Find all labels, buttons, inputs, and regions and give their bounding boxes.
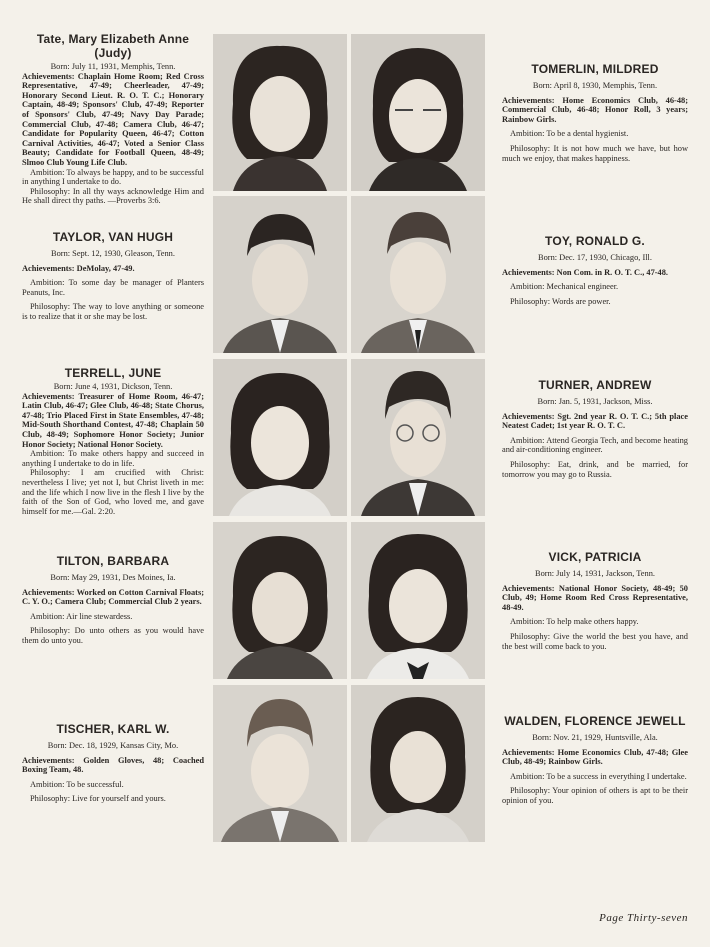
student-achievements: Achievements: Chaplain Home Room; Red Cross Representative, 47-49; Cheerleader, 47-49; Honorary Second Lieut. R. O. T. C.; Honorary Captain, 48-49; Sponsors' Club, 47-49; Reporter of Sponsors' Club, 47-49; Navy Day Parade; Commercial Club, 47-48; Camera Club, 46-47; Candidate for Popularity Queen, 46-47; Cotton Carnival Activities, 46-47; Voted a Senior Class Beauty; Candidate for Football Queen, 48-49; Slmoo Club Young Life Club. (22, 71, 204, 167)
student-photo (213, 196, 347, 353)
student-entry-tischer (22, 722, 204, 809)
student-photo (351, 34, 485, 191)
student-ambition: Ambition: To be successful. (30, 779, 124, 789)
student-entry-terrell (22, 366, 204, 516)
student-philosophy: Philosophy: The way to love anything or someone is to realize that it or she may be lost. (22, 302, 204, 321)
student-entry-turner (502, 378, 688, 484)
student-name: TAYLOR, VAN HUGH (52, 230, 174, 244)
student-name: TOY, RONALD G. (545, 234, 645, 248)
student-achievements: Achievements: Worked on Cotton Carnival Floats; C. Y. O.; Camera Club; Commercial Club 2 years. (22, 587, 204, 607)
student-born: Born: Nov. 21, 1929, Huntsville, Ala. (532, 733, 658, 742)
student-born: Born: June 4, 1931, Dickson, Tenn. (53, 382, 173, 391)
student-ambition: Ambition: To help make others happy. (510, 617, 639, 627)
student-photo (351, 522, 485, 679)
student-ambition: Ambition: Attend Georgia Tech, and become heating and air-conditioning engineer. (502, 435, 688, 455)
student-achievements: Achievements: National Honor Society, 48-49; 50 Club, 49; Home Room Red Cross Representative, 48-49. (502, 583, 688, 612)
student-ambition: Ambition: To be a dental hygienist. (510, 129, 629, 139)
student-philosophy: Philosophy: It is not how much we have, but how much we enjoy, that makes happiness. (502, 143, 688, 163)
student-photo (351, 685, 485, 842)
student-ambition: Ambition: To some day be manager of Planters Peanuts, Inc. (22, 278, 204, 297)
student-philosophy: Philosophy: Eat, drink, and be married, for tomorrow you may go to Russia. (502, 459, 688, 479)
student-achievements: Achievements: Golden Gloves, 48; Coached Boxing Team, 48. (22, 755, 204, 775)
student-name: VICK, PATRICIA (548, 550, 642, 564)
student-photo (213, 522, 347, 679)
student-name: TOMERLIN, MILDRED (531, 62, 659, 76)
student-photo (213, 359, 347, 516)
student-photo (213, 685, 347, 842)
student-name: TURNER, ANDREW (538, 378, 652, 392)
student-achievements: Achievements: Treasurer of Home Room, 46-47; Latin Club, 46-47; Glee Club, 46-48; State Chorus, 47-48; Trio Placed First in State Ensembles, 47-48; Mid-South Shorthand Contest, 47-48; Chaplain 50 Club, 48-49; Sophomore Honor Society; Junior Honor Society; National Honor Society. (22, 391, 204, 449)
student-philosophy: Philosophy: Live for yourself and yours. (30, 794, 166, 804)
student-born: Born: April 8, 1930, Memphis, Tenn. (532, 81, 658, 90)
student-name: WALDEN, FLORENCE JEWELL (504, 714, 686, 728)
student-entry-tilton (22, 554, 204, 651)
student-born: Born: July 14, 1931, Jackson, Tenn. (535, 569, 655, 578)
student-ambition: Ambition: Mechanical engineer. (510, 282, 619, 292)
student-entry-tate (22, 32, 204, 206)
student-philosophy: Philosophy: Do unto others as you would have them do unto you. (22, 626, 204, 645)
student-entry-tomerlin (502, 62, 688, 168)
student-born: Born: Dec. 17, 1930, Chicago, Ill. (538, 253, 652, 262)
student-philosophy: Philosophy: In all thy ways acknowledge Him and He shall direct thy paths. —Proverbs 3:6. (22, 186, 204, 206)
student-entry-walden (502, 714, 688, 811)
student-ambition: Ambition: To make others happy and succeed in anything I undertake to do in life. (22, 449, 204, 468)
student-philosophy: Philosophy: I am crucified with Christ: nevertheless I live; yet not I, but Christ liveth in me: and the life which I now live in the flesh I live by the faith of the Son of God, who loved me, and gave himself for me.—Gal. 2:20. (22, 468, 204, 516)
student-ambition: Ambition: To be a success in everything I undertake. (510, 771, 687, 781)
student-achievements: Achievements: Home Economics Club, 46-48; Commercial Club, 46-48; Honor Roll, 3 years; Rainbow Girls. (502, 95, 688, 124)
student-photo (351, 196, 485, 353)
student-born: Born: May 29, 1931, Des Moines, Ia. (50, 573, 176, 582)
student-name: Tate, Mary Elizabeth Anne (Judy) (36, 32, 190, 60)
student-ambition: Ambition: Air line stewardess. (30, 611, 133, 621)
student-name: TILTON, BARBARA (56, 554, 170, 568)
student-achievements: Achievements: Sgt. 2nd year R. O. T. C.; 5th place Neatest Cadet; 1st year R. O. T. C. (502, 411, 688, 431)
student-name: TISCHER, KARL W. (56, 722, 170, 736)
student-photo (213, 34, 347, 191)
student-philosophy: Philosophy: Words are power. (510, 296, 611, 306)
student-philosophy: Philosophy: Give the world the best you have, and the best will come back to you. (502, 631, 688, 651)
student-achievements: Achievements: DeMolay, 47-49. (22, 263, 135, 273)
student-entry-vick (502, 550, 688, 656)
student-achievements: Achievements: Non Com. in R. O. T. C., 47-48. (502, 267, 669, 277)
student-born: Born: Dec. 18, 1929, Kansas City, Mo. (47, 741, 179, 750)
student-achievements: Achievements: Home Economics Club, 47-48; Glee Club, 48-49; Rainbow Girls. (502, 747, 688, 767)
student-photo (351, 359, 485, 516)
student-entry-taylor (22, 230, 204, 327)
student-entry-toy (502, 234, 688, 311)
student-philosophy: Philosophy: Your opinion of others is apt to be their opinion of you. (502, 786, 688, 805)
student-born: Born: Jan. 5, 1931, Jackson, Miss. (537, 397, 653, 406)
page-number: Page Thirty-seven (599, 912, 688, 924)
student-ambition: Ambition: To always be happy, and to be successful in anything I undertake to do. (22, 167, 204, 187)
student-born: Born: July 11, 1931, Memphis, Tenn. (50, 62, 176, 71)
student-name: TERRELL, JUNE (64, 366, 162, 380)
student-born: Born: Sept. 12, 1930, Gleason, Tenn. (51, 249, 175, 258)
